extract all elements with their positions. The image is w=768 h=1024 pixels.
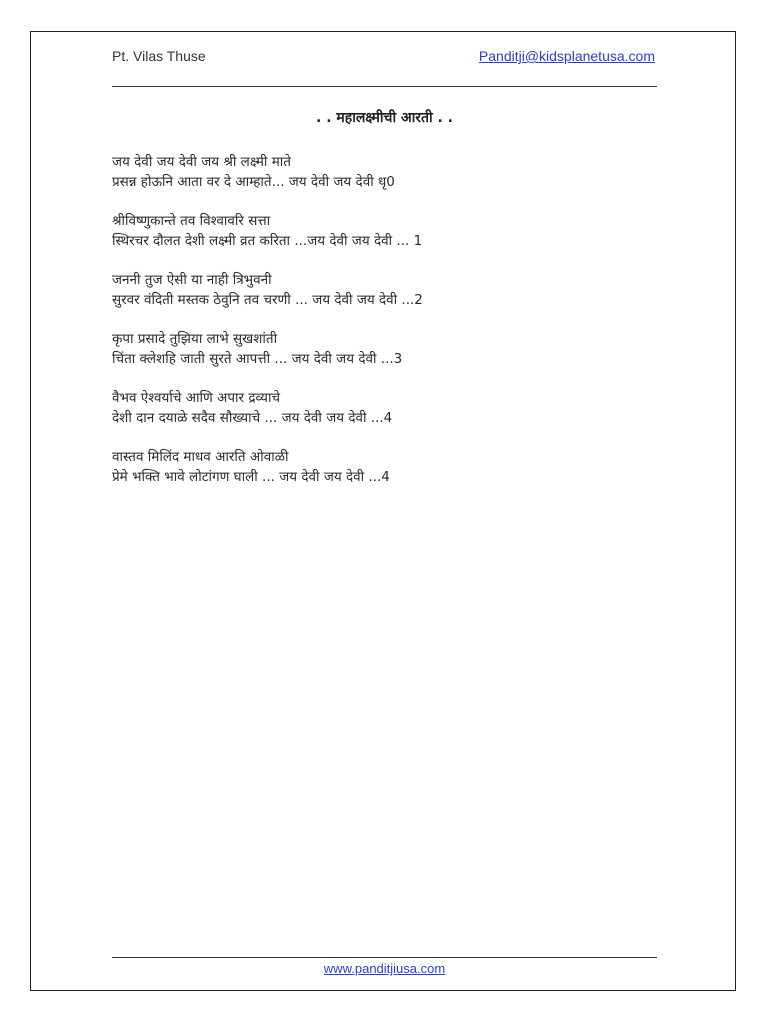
stanza (112, 211, 657, 251)
stanza (112, 270, 657, 310)
stanza (112, 447, 657, 487)
verse-line: प्रेमे भक्ति भावे लोटांगण घाली ... जय देवी जय देवी ...4 (112, 469, 390, 485)
verse-line: जय देवी जय देवी जय श्री लक्ष्मी माते (112, 154, 291, 170)
header-divider (112, 86, 657, 87)
verse-line: देशी दान दयाळे सदैव सौख्याचे ... जय देवी जय देवी ...4 (112, 410, 393, 426)
page-header (112, 48, 657, 68)
verse-line: कृपा प्रसादे तुझिया लाभे सुखशांती (112, 331, 278, 347)
page-title: . . महालक्ष्मीची आरती . . (316, 110, 453, 126)
verse-line: स्थिरचर दौलत देशी लक्ष्मी व्रत करिता ...जय देवी जय देवी ... 1 (112, 233, 423, 249)
verse-line: चिंता क्लेशहि जाती सुरते आपत्ती ... जय देवी जय देवी ...3 (112, 351, 403, 367)
stanza (112, 329, 657, 369)
aarti-verses (112, 152, 657, 506)
author-name: Pt. Vilas Thuse (112, 48, 206, 64)
verse-line: वास्तव मिलिंद माधव आरति ओवाळी (112, 449, 289, 465)
footer-divider (112, 957, 657, 958)
verse-line: वैभव ऐश्वर्याचे आणि अपार द्रव्याचे (112, 390, 281, 406)
website-link[interactable]: www.panditjiusa.com (323, 961, 446, 976)
stanza (112, 388, 657, 428)
verse-line: सुरवर वंदिती मस्तक ठेवुनि तव चरणी ... जय देवी जय देवी ...2 (112, 292, 423, 308)
verse-line: प्रसन्न होऊनि आता वर दे आम्हाते... जय देवी जय देवी धृ0 (112, 174, 395, 190)
stanza (112, 152, 657, 192)
verse-line: श्रीविष्णुकान्ते तव विश्वावरि सत्ता (112, 213, 271, 229)
verse-line: जननी तुज ऐसी या नाही त्रिभुवनी (112, 272, 272, 288)
email-link[interactable]: Panditji@kidsplanetusa.com (478, 48, 655, 64)
